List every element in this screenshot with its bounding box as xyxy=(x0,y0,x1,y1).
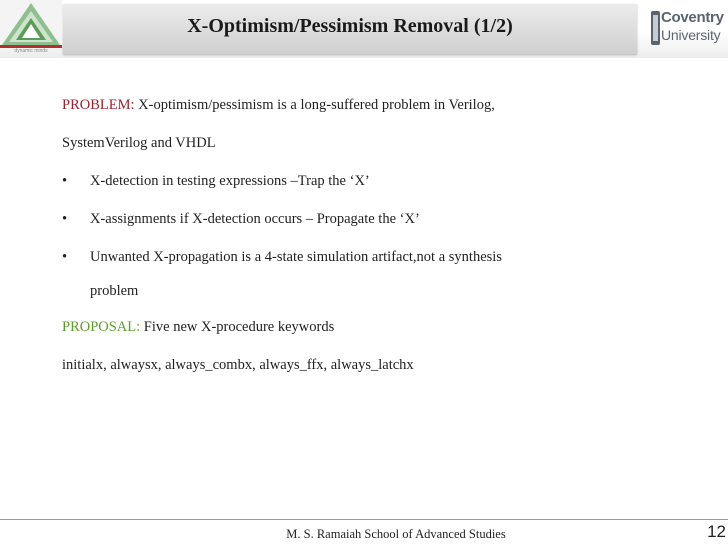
slide-title: X-Optimism/Pessimism Removal (1/2) xyxy=(187,15,513,37)
bullet-symbol: • xyxy=(62,211,68,227)
page-number: 12 xyxy=(707,522,726,541)
problem-line-cont: SystemVerilog and VHDL xyxy=(62,135,216,151)
problem-label: PROBLEM: xyxy=(62,97,135,113)
problem-line xyxy=(62,97,495,114)
bullet-text: X-detection in testing expressions –Trap the ‘X’ xyxy=(90,173,370,189)
right-logo-line2: University xyxy=(661,27,721,43)
right-logo-line1: Coventry xyxy=(661,9,724,26)
footer-divider xyxy=(0,519,728,520)
bullet-symbol: • xyxy=(62,249,68,265)
right-logo xyxy=(650,8,722,50)
left-logo xyxy=(0,0,62,60)
keywords-line: initialx, alwaysx, always_combx, always_ffx, always_latchx xyxy=(62,357,414,373)
footer-institution: M. S. Ramaiah School of Advanced Studies xyxy=(286,527,506,541)
proposal-line xyxy=(62,319,334,336)
proposal-label: PROPOSAL: xyxy=(62,319,141,335)
bullet-text-cont: problem xyxy=(90,283,139,299)
problem-text: X-optimism/pessimism is a long-suffered problem in Verilog, xyxy=(134,97,495,113)
bullet-text: X-assignments if X-detection occurs – Propagate the ‘X’ xyxy=(90,211,420,227)
bullet-text: Unwanted X-propagation is a 4-state simulation artifact,not a synthesis xyxy=(90,249,502,265)
bullet-symbol: • xyxy=(62,173,68,189)
proposal-text: Five new X-procedure keywords xyxy=(140,319,335,335)
left-logo-tagline: dynamic minds xyxy=(14,48,48,54)
